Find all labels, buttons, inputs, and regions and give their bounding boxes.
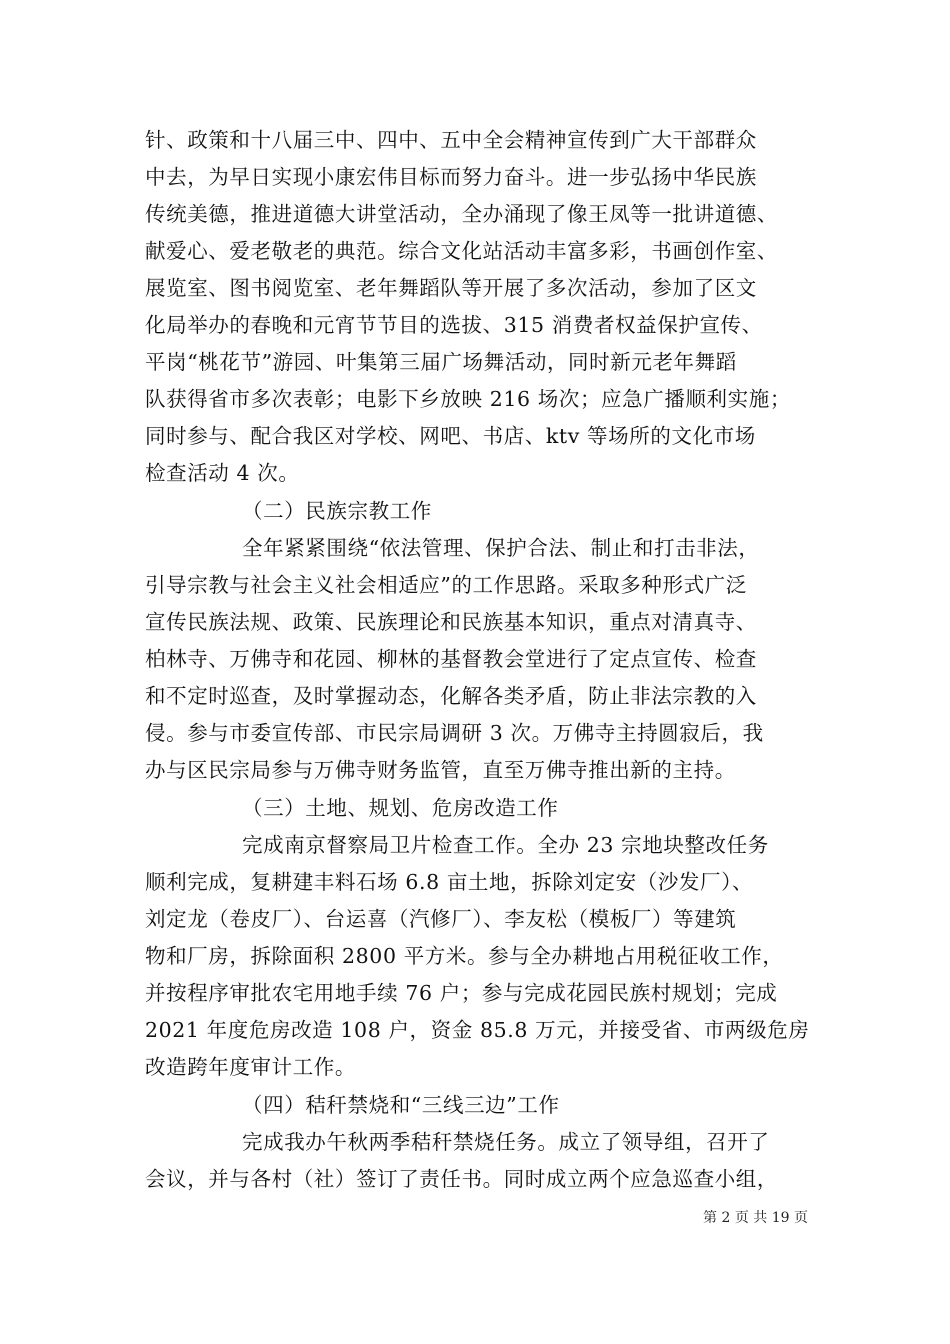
text-line: 队获得省市多次表彰；电影下乡放映 216 场次；应急广播顺利实施； [145, 387, 791, 411]
document-body [145, 122, 810, 1198]
text-line: 完成我办午秋两季秸秆禁烧任务。成立了领导组，召开了 [242, 1130, 770, 1154]
section-heading-land-planning: （三）土地、规划、危房改造工作 [242, 796, 559, 820]
text-line: 顺利完成，复耕建丰料石场 6.8 亩土地，拆除刘定安（沙发厂）、 [145, 870, 754, 894]
text-line: 同时参与、配合我区对学校、网吧、书店、ktv 等场所的文化市场 [145, 424, 756, 448]
text-line: 侵。参与市委宣传部、市民宗局调研 3 次。万佛寺主持圆寂后，我 [145, 721, 764, 745]
text-line: 化局举办的春晚和元宵节节目的选拔、315 消费者权益保护宣传、 [145, 313, 763, 337]
text-line: 和不定时巡查，及时掌握动态，化解各类矛盾，防止非法宗教的入 [145, 684, 757, 708]
text-line: 传统美德，推进道德大讲堂活动，全办涌现了像王凤等一批讲道德、 [145, 202, 778, 226]
text-line: 办与区民宗局参与万佛寺财务监管，直至万佛寺推出新的主持。 [145, 758, 736, 782]
section-heading-straw-burning: （四）秸秆禁烧和“三线三边”工作 [242, 1093, 560, 1117]
text-line: 2021 年度危房改造 108 户，资金 85.8 万元，并接受省、市两级危房 [145, 1018, 810, 1042]
text-line: 改造跨年度审计工作。 [145, 1055, 356, 1079]
text-line: 宣传民族法规、政策、民族理论和民族基本知识，重点对清真寺、 [145, 610, 757, 634]
text-line: 展览室、图书阅览室、老年舞蹈队等开展了多次活动，参加了区文 [145, 276, 757, 300]
text-line: 针、政策和十八届三中、四中、五中全会精神宣传到广大干部群众 [145, 128, 757, 152]
text-line: 全年紧紧围绕“依法管理、保护合法、制止和打击非法， [242, 536, 760, 560]
text-line: 平岗“桃花节”游园、叶集第三届广场舞活动，同时新元老年舞蹈 [145, 350, 737, 374]
text-line: 引导宗教与社会主义社会相适应”的工作思路。采取多种形式广泛 [145, 573, 747, 597]
paragraph-culture [145, 122, 810, 492]
text-line: 柏林寺、万佛寺和花园、柳林的基督教会堂进行了定点宣传、检查 [145, 647, 757, 671]
text-line: 完成南京督察局卫片检查工作。全办 23 宗地块整改任务 [242, 833, 769, 857]
text-line: 会议，并与各村（社）签订了责任书。同时成立两个应急巡查小组， [145, 1167, 778, 1191]
paragraph-land-planning [145, 827, 810, 1086]
text-line: 并按程序审批农宅用地手续 76 户；参与完成花园民族村规划；完成 [145, 981, 778, 1005]
text-line: 物和厂房，拆除面积 2800 平方米。参与全办耕地占用税征收工作， [145, 944, 784, 968]
paragraph-ethnic-religion [145, 530, 810, 789]
text-line: 检查活动 4 次。 [145, 461, 300, 485]
paragraph-straw-burning [145, 1124, 810, 1198]
text-line: 献爱心、爱老敬老的典范。综合文化站活动丰富多彩，书画创作室、 [145, 239, 778, 263]
section-heading-ethnic-religion: （二）民族宗教工作 [242, 499, 432, 523]
page-number-footer: 第 2 页 共 19 页 [703, 1210, 808, 1226]
text-line: 中去，为早日实现小康宏伟目标而努力奋斗。进一步弘扬中华民族 [145, 165, 757, 189]
text-line: 刘定龙（卷皮厂）、台运喜（汽修厂）、李友松（模板厂）等建筑 [145, 907, 737, 931]
